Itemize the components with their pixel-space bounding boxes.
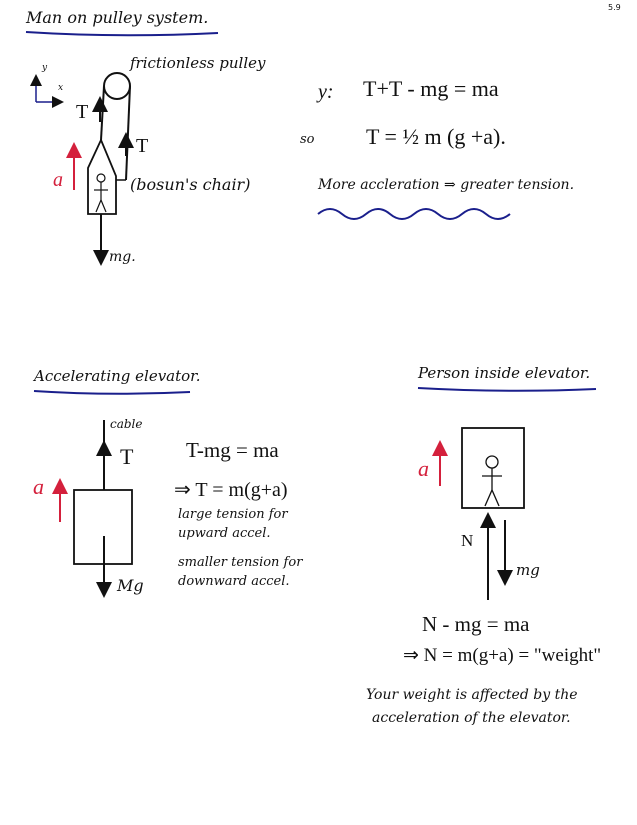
page-number: 5.9 — [608, 3, 621, 12]
stick-figure-1 — [94, 174, 108, 212]
section3-title: Person inside elevator. — [418, 364, 591, 382]
squiggle-underline — [318, 209, 510, 219]
axis-x-label: x — [58, 83, 64, 93]
cable-label: cable — [110, 417, 143, 431]
accel-label-1: a — [53, 169, 63, 191]
equation-3: T-mg = ma — [186, 438, 279, 462]
normal-force-label: N — [461, 531, 474, 550]
pulley-rope-left — [101, 86, 104, 140]
section1-title: Man on pulley system. — [26, 8, 209, 27]
tension-right-label: T — [136, 135, 149, 157]
pulley-rope-right — [126, 86, 130, 180]
equation-6: ⇒ N = m(g+a) = "weight" — [403, 645, 602, 666]
equation-1: T+T - mg = ma — [363, 76, 499, 101]
pulley-label: frictionless pulley — [130, 54, 266, 72]
equation-4: ⇒ T = m(g+a) — [174, 479, 288, 501]
accel-label-2: a — [33, 474, 44, 499]
tension-label-2: T — [120, 444, 134, 469]
axis-y-label: y — [42, 63, 48, 73]
note-smaller-tension-2: downward accel. — [178, 574, 290, 589]
tension-left-label: T — [76, 101, 89, 123]
note-large-tension-1: large tension for — [178, 507, 288, 522]
so-label: so — [300, 132, 315, 147]
equation-5: N - mg = ma — [422, 612, 530, 636]
note-smaller-tension-1: smaller tension for — [178, 555, 303, 570]
weight-note-2: acceleration of the elevator. — [372, 710, 571, 726]
equation-2: T = ½ m (g +a). — [366, 124, 506, 149]
pulley-wheel — [104, 73, 130, 99]
section1-title-underline — [26, 32, 218, 35]
note-large-tension-2: upward accel. — [178, 526, 271, 541]
weight-note-1: Your weight is affected by the — [366, 687, 578, 703]
section2-title: Accelerating elevator. — [34, 367, 201, 385]
stick-figure-2 — [482, 456, 502, 506]
xy-axes — [36, 80, 58, 102]
weight-label-3: mg — [516, 561, 540, 579]
eq-prefix-y: y: — [318, 81, 334, 103]
accel-label-3: a — [418, 456, 429, 481]
section2-title-underline — [34, 391, 190, 394]
weight-label-2: Mg — [117, 576, 144, 595]
weight-label-1: mg. — [109, 249, 136, 265]
conclusion-1: More accleration ⇒ greater tension. — [318, 177, 575, 193]
section3-title-underline — [418, 388, 596, 391]
chair-label: (bosun's chair) — [130, 175, 251, 194]
